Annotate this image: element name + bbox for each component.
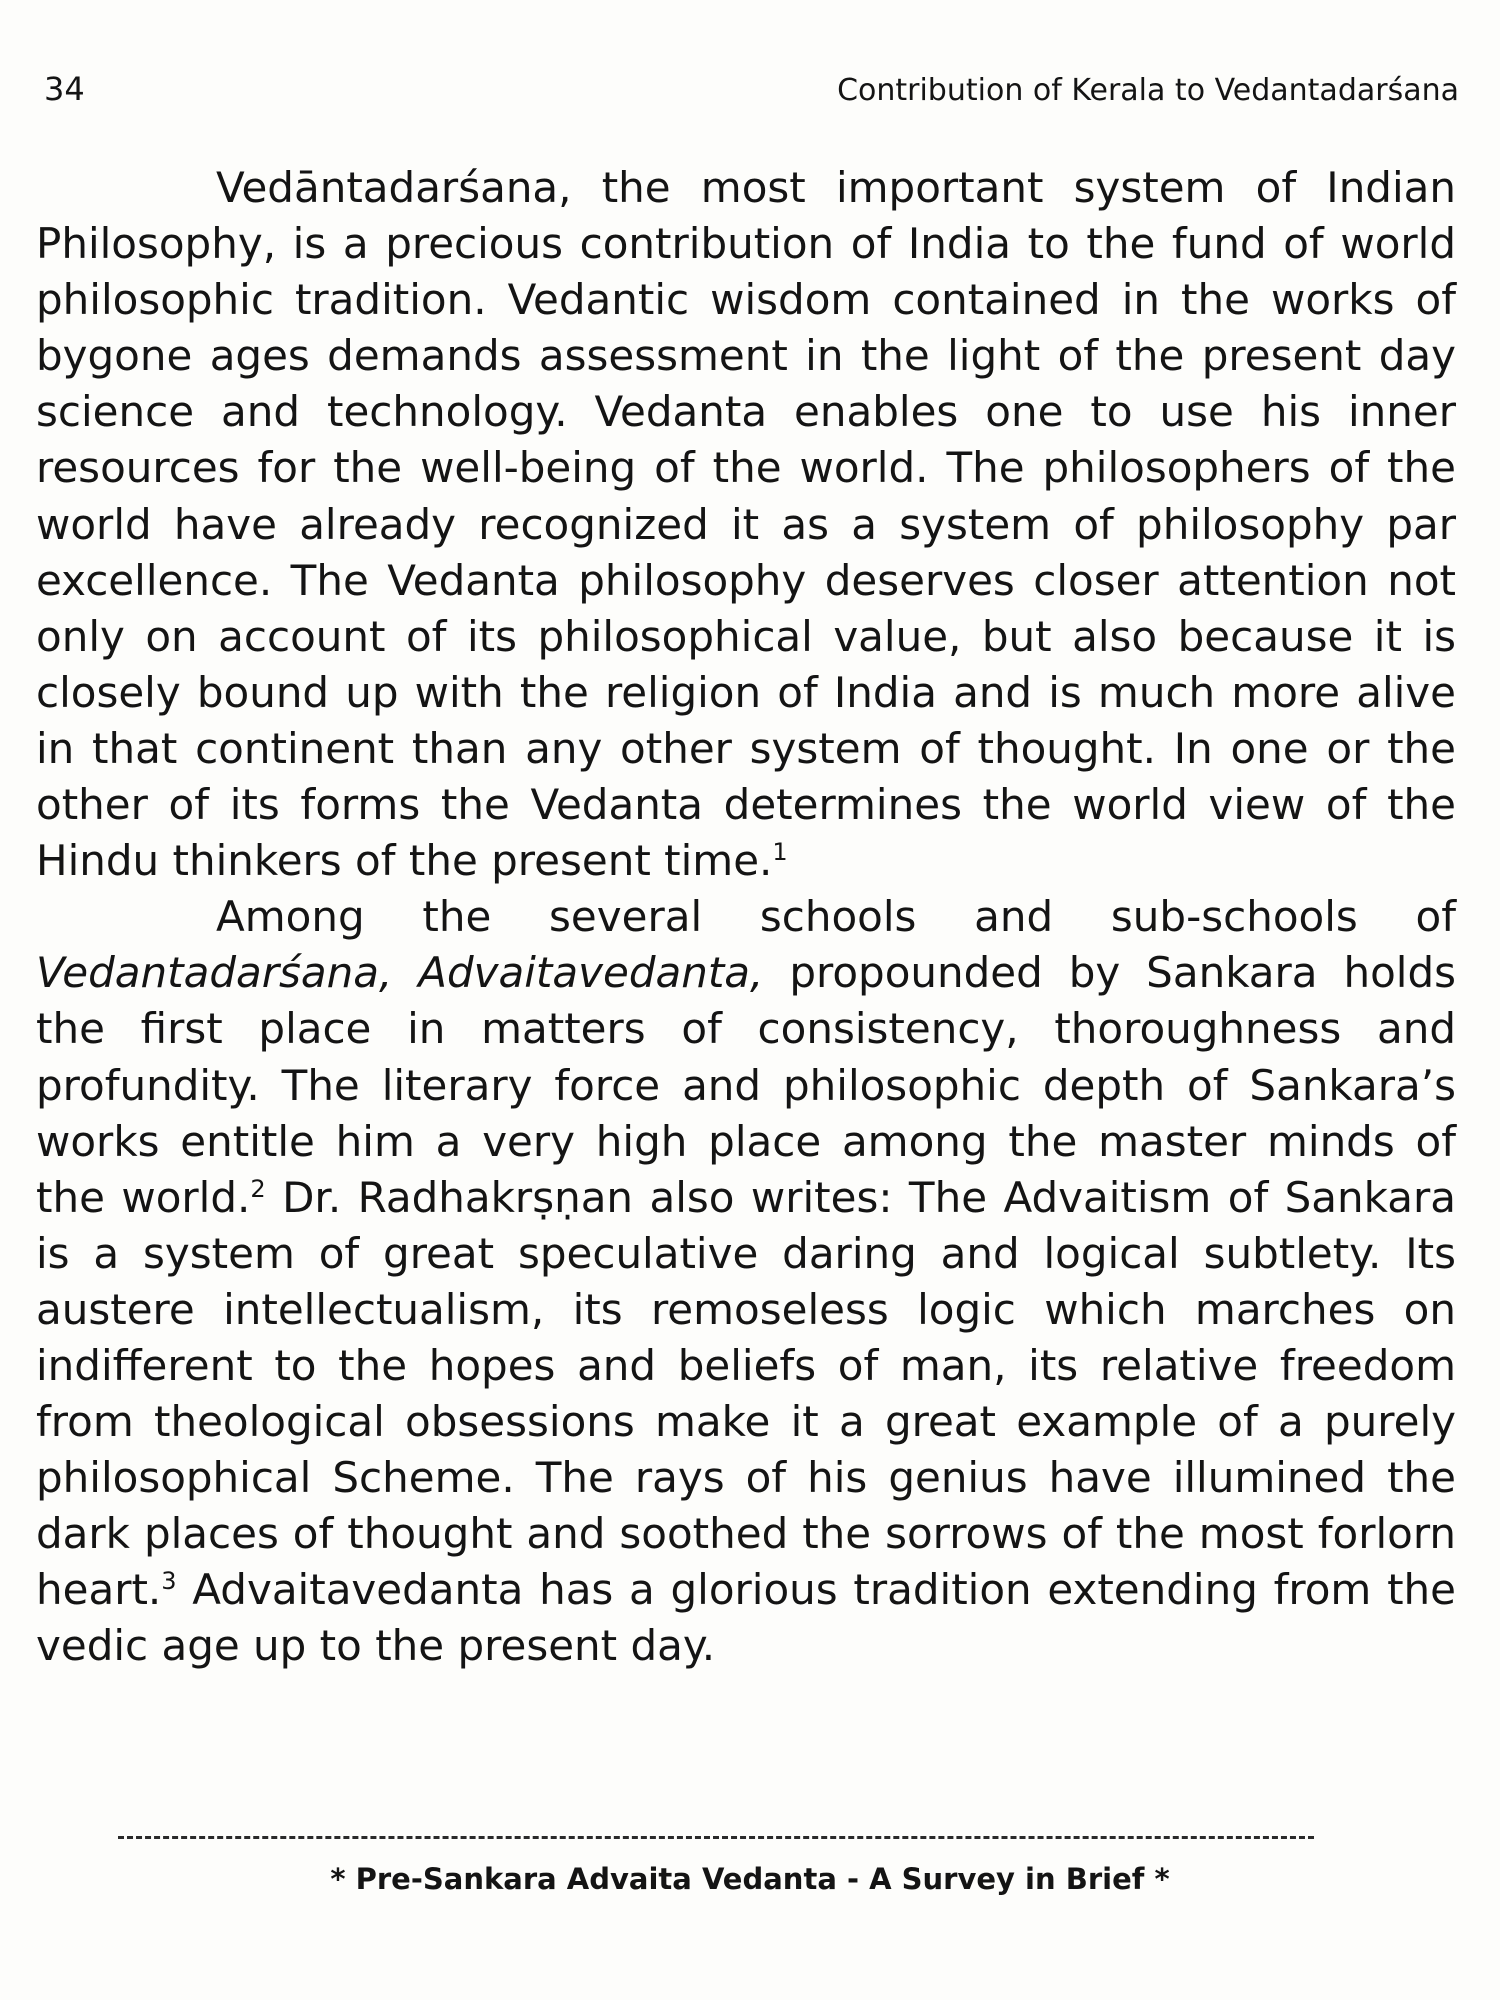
paragraph-1 xyxy=(36,160,1456,889)
paragraph-2 xyxy=(36,889,1456,1674)
paragraph-2-text-b: Dr. Radhakrṣṇan also writes: The Advaitism of Sankara is a system of great speculative daring and logical subtlety. Its austere intellectualism, its remoseless logic which marches on indifferent to the hopes and beliefs of man, its relative freedom from theological obsessions make it a great example of a purely philosophical Scheme. The rays of his genius have illumined the dark places of thought and soothed the sorrows of the most forlorn heart. xyxy=(36,1172,1456,1615)
footer-divider xyxy=(118,1836,1314,1839)
paragraph-1-text: Vedāntadarśana, the most important system of Indian Philosophy, is a precious contribution of India to the fund of world philosophic tradition. Vedantic wisdom contained in the works of bygone ages demands assessment in the light of the present day science and technology. Vedanta enables one to use his inner resources for the well-being of the world. The philosophers of the world have already recognized it as a system of philosophy par excellence. The Vedanta philosophy deserves closer attention not only on account of its philosophical value, but also because it is closely bound up with the religion of India and is much more alive in that continent than any other system of thought. In one or the other of its forms the Vedanta determines the world view of the Hindu thinkers of the present time. xyxy=(36,163,1456,886)
footnote-ref-3: 3 xyxy=(161,1567,177,1596)
paragraph-2-text-c: Advaitavedanta has a glorious tradition extending from the vedic age up to the present day. xyxy=(36,1565,1456,1671)
page-number: 34 xyxy=(44,70,85,108)
footer-title: * Pre-Sankara Advaita Vedanta - A Survey in Brief * xyxy=(330,1862,1170,1896)
running-header xyxy=(44,70,1459,108)
footnote-ref-2: 2 xyxy=(250,1174,266,1203)
paragraph-2-text-a: propounded by Sankara holds the first place in matters of consistency, thoroughness and profundity. The literary force and philosophic depth of Sankara’s works entitle him a very high place among the master minds of the world. xyxy=(36,948,1456,1222)
paragraph-2-italic-terms: Vedantadarśana, Advaitavedanta, xyxy=(36,948,764,998)
running-title: Contribution of Kerala to Vedantadarśana xyxy=(837,73,1459,108)
body-text xyxy=(36,160,1456,1675)
footnote-ref-1: 1 xyxy=(772,838,788,867)
paragraph-2-lead: Among the several schools and sub-schools of xyxy=(216,892,1456,942)
